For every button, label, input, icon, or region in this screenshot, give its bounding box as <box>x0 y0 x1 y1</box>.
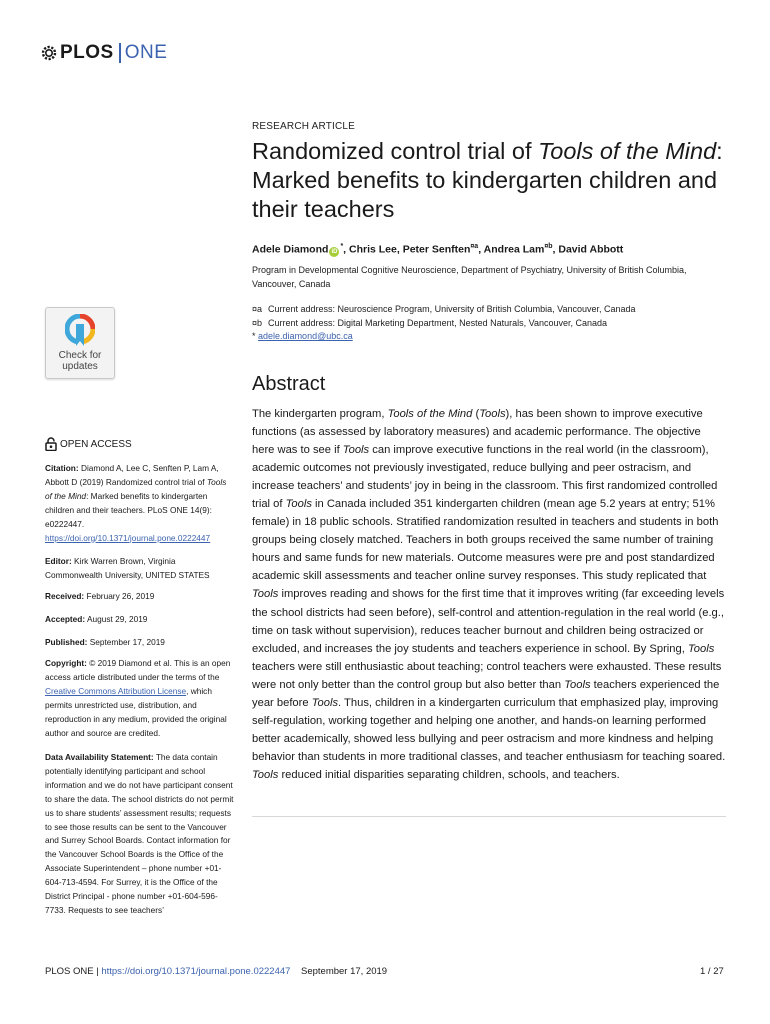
note-mark: ¤a <box>252 304 263 314</box>
editor-label: Editor: <box>45 556 72 566</box>
abstract-italic-run: Tools <box>252 588 279 601</box>
author-name[interactable]: David Abbott <box>558 243 624 256</box>
abstract-text-run: The kindergarten program, <box>252 408 388 420</box>
abstract-text-run: improves reading and shows for the first time that it improves writing (far exceeding levels the school districts had seen before), self-control and attention-regulation in the real world (e.g., time on task without supervision), reduces teacher burnout and children being ostracized or excluded, and increases the joy students and teachers experience in school. By Spring, <box>252 588 725 655</box>
note-mark: ¤b <box>252 317 263 328</box>
author-mark: * <box>340 243 344 250</box>
note-row <box>252 303 732 317</box>
author-list: Adele Diamond iD*, Chris Lee, Peter Senften$^{¤a}$, Andrea Lam$^{¤b}$, David Abbott <box>252 243 624 256</box>
author-name[interactable]: Chris Lee <box>349 243 397 256</box>
abstract-text-run: ), has been shown to improve executive functions (as assessed by laboratory measures) and academic performance. The objective here was to see if <box>252 408 703 457</box>
abstract-heading: Abstract <box>252 373 326 395</box>
title-part-2: : Marked benefits to kindergarten children and their teachers <box>252 138 723 222</box>
abstract-text-run: teachers experienced the year before <box>252 678 720 709</box>
author-mark: ¤b <box>544 243 553 250</box>
title-part-1: Randomized control trial of <box>252 138 539 164</box>
abstract-text-run: can improve executive functions in the real world (in the classroom), academic outcomes not previously investigated, reduce bullying and peer ostracism, and increase teachers’ and students’ joy in being in the classroom. This first randomized controlled trial of <box>252 444 718 511</box>
page-number: 1 / 27 <box>700 966 724 977</box>
data-availability-text: The data contain potentially identifying participant and school information and we do not have participant consent to share the data. The school districts do not permit us to share students’ assessment results; requests to see those results can be sent to the Vancouver and Surrey School Boards. Contact information for the Vancouver School Boards is the Office of the Associate Superintendent – phone number +01-604-713-4594. For Surrey, it is the Office of the District Principal - phone number +01-604-596-7733. Requests to see teachers’ <box>45 752 234 915</box>
open-access-label: OPEN ACCESS <box>60 438 132 450</box>
author-name[interactable]: Peter Senften <box>402 243 471 256</box>
editor-block <box>45 555 235 583</box>
logo-divider <box>119 43 121 63</box>
citation-text: Diamond A, Lee C, Senften P, Lam A, Abbott D (2019) Randomized control trial of <box>45 463 219 487</box>
note-row <box>252 317 732 331</box>
footer-journal: PLOS ONE <box>45 966 94 977</box>
data-availability-label: Data Availability Statement: <box>45 752 154 762</box>
corresponding-author <box>252 330 732 344</box>
footer-separator: | <box>93 966 102 977</box>
citation-doi-link[interactable]: https://doi.org/10.1371/journal.pone.0222447 <box>45 532 211 543</box>
check-for-updates-button[interactable] <box>45 307 115 379</box>
title-italic: Tools of the Mind <box>538 138 717 164</box>
abstract-body <box>252 405 726 784</box>
citation-italic: Tools of the Mind <box>45 476 227 501</box>
affiliation: Program in Developmental Cognitive Neuroscience, Department of Psychiatry, University of British Columbia, Vancouver, Canada <box>252 265 687 289</box>
abstract-italic-run: Tools <box>311 696 339 709</box>
copyright-text-2: , which permits unrestricted use, distribution, and reproduction in any medium, provided the original author and source are credited. <box>45 685 227 738</box>
received-label: Received: <box>45 591 85 601</box>
page-footer <box>45 966 387 977</box>
published-date: September 17, 2019 <box>89 637 165 647</box>
received-date: February 26, 2019 <box>86 591 155 601</box>
citation-block <box>45 462 235 545</box>
author-notes <box>252 303 732 344</box>
license-link[interactable]: Creative Commons Attribution License <box>45 685 187 696</box>
plos-gear-icon <box>40 44 58 62</box>
abstract-text-run: in Canada included 351 kindergarten children (mean age 5.2 years at entry; 51% female) in 18 public schools. Stratified randomization resulted in teachers and students in both groups being closely matched. Teachers in both groups received the same number of training hours and same funds for new materials. Outcome measures were pre and post standardized academic skill assessments and teacher online survey responses. This study replicated that <box>252 498 719 583</box>
abstract-divider <box>252 816 726 817</box>
abstract-italic-run: Tools of the Mind <box>387 408 473 420</box>
abstract-italic-run: Tools <box>479 408 506 420</box>
abstract-text-run: reduced initial disparities separating children, schools, and teachers. <box>278 768 620 781</box>
logo-plos-text: PLOS <box>60 42 114 63</box>
note-text: Current address: Neuroscience Program, University of British Columbia, Vancouver, Canada <box>268 304 636 314</box>
abstract-text-run: teachers were still enthusiastic about teaching; control teachers were exhausted. These results were not only better than the control group but also better than <box>252 660 722 691</box>
corresponding-mark: * <box>252 331 256 341</box>
copyright-text: © 2019 Diamond et al. This is an open access article distributed under the terms of the <box>45 658 231 682</box>
accepted-date: August 29, 2019 <box>86 614 148 624</box>
article-type: RESEARCH ARTICLE <box>252 121 356 132</box>
abstract-italic-run: Tools <box>285 498 312 511</box>
abstract-italic-run: Tools <box>342 444 370 457</box>
citation-label: Citation: <box>45 463 79 473</box>
crossmark-icon <box>65 314 95 348</box>
author-name[interactable]: Adele Diamond <box>252 243 329 256</box>
data-availability-block <box>45 751 235 918</box>
logo-one-text: ONE <box>124 42 168 63</box>
plos-one-logo[interactable] <box>40 40 167 66</box>
author-name[interactable]: Andrea Lam <box>483 243 545 256</box>
note-text: Current address: Digital Marketing Department, Nested Naturals, Vancouver, Canada <box>268 317 607 328</box>
copyright-label: Copyright: <box>45 658 87 668</box>
received-block <box>45 590 235 604</box>
abstract-italic-run: Tools <box>564 678 591 691</box>
article-title <box>252 137 742 224</box>
abstract-italic-run: Tools <box>687 642 715 655</box>
orcid-icon[interactable]: iD <box>331 248 338 255</box>
footer-doi-link[interactable]: https://doi.org/10.1371/journal.pone.0222447 <box>101 966 291 977</box>
published-label: Published: <box>45 637 88 647</box>
editor-text: Kirk Warren Brown, Virginia Commonwealth University, UNITED STATES <box>45 556 210 580</box>
abstract-text-run: ( <box>472 408 480 420</box>
published-block <box>45 636 235 650</box>
citation-text-2: : Marked benefits to kindergarten children and their teachers. PLoS ONE 14(9): e0222447. <box>45 490 212 529</box>
open-lock-icon <box>45 437 57 451</box>
accepted-block <box>45 613 235 627</box>
check-for-updates-label: Check for updates <box>58 350 102 372</box>
abstract-paragraph <box>252 405 726 784</box>
open-access-badge <box>45 437 132 451</box>
footer-date: September 17, 2019 <box>301 966 388 977</box>
copyright-block <box>45 657 235 740</box>
abstract-text-run: . Thus, children in a kindergarten curriculum that emphasized play, improving self-regulation, working together and helping one another, and hands-on learning performed better academically, showed less bullying and peer ostracism and more kindness and helping behavior than students in more traditional classes, and teacher enthusiasm for teaching soared. <box>252 696 726 763</box>
accepted-label: Accepted: <box>45 614 86 624</box>
abstract-italic-run: Tools <box>252 768 279 781</box>
email-link[interactable]: adele.diamond@ubc.ca <box>258 331 353 341</box>
author-mark: ¤a <box>470 243 479 250</box>
